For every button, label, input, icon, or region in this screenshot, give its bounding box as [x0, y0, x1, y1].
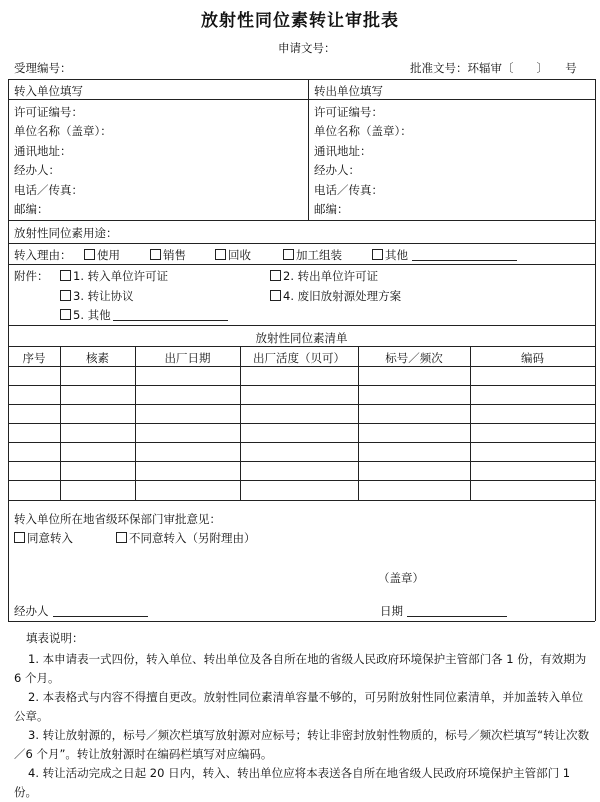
- checkbox-icon[interactable]: [116, 532, 127, 543]
- column-header-serial: 序号: [22, 351, 46, 365]
- checkbox-icon[interactable]: [372, 249, 383, 260]
- left-section-heading: 转入单位填写: [14, 84, 83, 98]
- column-header-label-frequency: 标号／频次: [385, 351, 443, 365]
- notes-heading: 填表说明：: [26, 631, 84, 645]
- attachment-item-3[interactable]: 3. 转让协议: [60, 288, 134, 304]
- right-field-handler: 经办人：: [314, 163, 360, 177]
- approval-disagree-option[interactable]: 不同意转入（另附理由）: [116, 530, 256, 546]
- checkbox-icon[interactable]: [84, 249, 95, 260]
- checkbox-icon[interactable]: [60, 309, 71, 320]
- handler-field[interactable]: 经办人: [14, 603, 148, 619]
- checkbox-icon[interactable]: [270, 290, 281, 301]
- right-section-heading: 转出单位填写: [314, 84, 383, 98]
- column-header-factory-activity: 出厂活度（贝可）: [253, 351, 345, 365]
- approval-label: 转入单位所在地省级环保部门审批意见：: [14, 512, 221, 526]
- checkbox-icon[interactable]: [150, 249, 161, 260]
- left-field-unit-name: 单位名称（盖章）：: [14, 124, 112, 138]
- note-item-4: 4. 转让活动完成之日起 20 日内，转入、转出单位应将本表送各自所在地省级人民政府环境保护主管部门 1 份。: [14, 766, 571, 799]
- right-field-phone-fax: 电话／传真：: [314, 183, 383, 197]
- left-field-handler: 经办人：: [14, 163, 60, 177]
- checkbox-icon[interactable]: [270, 270, 281, 281]
- reason-option-recycle[interactable]: 回收: [215, 247, 251, 263]
- acceptance-number-label: 受理编号：: [14, 61, 72, 75]
- handler-blank[interactable]: [53, 605, 148, 617]
- left-field-license: 许可证编号：: [14, 105, 83, 119]
- attachment-item-4[interactable]: 4. 废旧放射源处理方案: [270, 288, 401, 304]
- inventory-title: 放射性同位素清单: [255, 331, 348, 345]
- left-field-address: 通讯地址：: [14, 144, 72, 158]
- seal-label: （盖章）: [378, 571, 424, 585]
- column-header-factory-date: 出厂日期: [164, 351, 211, 365]
- left-field-postcode: 邮编：: [14, 202, 49, 216]
- checkbox-icon[interactable]: [60, 270, 71, 281]
- right-field-postcode: 邮编：: [314, 202, 349, 216]
- reason-label: 转入理由：: [14, 248, 72, 262]
- reason-option-processing[interactable]: 加工组装: [283, 247, 342, 263]
- attachments-label: 附件：: [14, 269, 49, 283]
- reason-option-other[interactable]: 其他: [372, 247, 517, 263]
- note-item-2: 2. 本表格式与内容不得擅自更改。放射性同位素清单容量不够的，可另附放射性同位素清单，并加盖转入单位公章。: [14, 690, 584, 723]
- checkbox-icon[interactable]: [283, 249, 294, 260]
- note-item-1: 1. 本申请表一式四份，转入单位、转出单位及各自所在地的省级人民政府环境保护主管部门各 1 份，有效期为 6 个月。: [14, 652, 587, 685]
- purpose-label: 放射性同位素用途：: [14, 226, 118, 240]
- reason-option-use[interactable]: 使用: [84, 247, 120, 263]
- checkbox-icon[interactable]: [60, 290, 71, 301]
- reason-other-blank[interactable]: [412, 249, 517, 261]
- attachment-item-1[interactable]: 1. 转入单位许可证: [60, 268, 168, 284]
- checkbox-icon[interactable]: [14, 532, 25, 543]
- reason-option-sale[interactable]: 销售: [150, 247, 186, 263]
- right-field-license: 许可证编号：: [314, 105, 383, 119]
- approval-agree-option[interactable]: 同意转入: [14, 530, 73, 546]
- application-number-label: 申请文号：: [278, 41, 336, 55]
- date-blank[interactable]: [407, 605, 507, 617]
- left-field-phone-fax: 电话／传真：: [14, 183, 83, 197]
- right-field-unit-name: 单位名称（盖章）：: [314, 124, 412, 138]
- date-field[interactable]: 日期: [380, 603, 507, 619]
- right-field-address: 通讯地址：: [314, 144, 372, 158]
- column-header-code: 编码: [521, 351, 544, 365]
- page-title: 放射性同位素转让审批表: [201, 11, 399, 31]
- attachment-item-5[interactable]: 5. 其他: [60, 307, 228, 323]
- approval-number-label: 批准文号：环辐审〔 〕 号: [410, 61, 577, 75]
- note-item-3: 3. 转让放射源的，标号／频次栏填写放射源对应标号；转让非密封放射性物质的，标号／频次栏填写“转让次数／6 个月”。转让放射源时在编码栏填写对应编码。: [14, 728, 590, 761]
- attachment-other-blank[interactable]: [113, 309, 228, 321]
- attachment-item-2[interactable]: 2. 转出单位许可证: [270, 268, 378, 284]
- column-header-nuclide: 核素: [86, 351, 109, 365]
- checkbox-icon[interactable]: [215, 249, 226, 260]
